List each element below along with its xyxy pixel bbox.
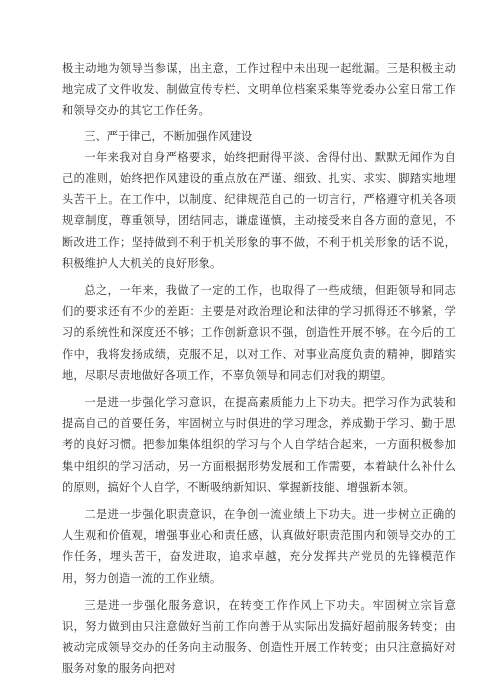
paragraph-study-awareness: 一是进一步强化学习意识，在提高素质能力上下功夫。把学习作为武装和提高自己的首要任务，牢固树立与时俱进的学习理念，养成勤于学习、勤于思考的良好习惯。把参加集体组织的学习与个人自学结合起来，一方面积极参加集中组织的学习活动，另一方面根据形势发展和工作需要，本着缺什么补什么的原则，搞好个人自学，不断吸纳新知识、掌握新技能、增强新本领。 (62, 396, 456, 494)
paragraph-service-awareness: 三是进一步强化服务意识，在转变工作作风上下功夫。牢固树立宗旨意识，努力做到由只注意做好当前工作向善于从实际出发搞好超前服务转变；由被动完成领导交办的任务向主动服务、创造性开展工作转变；由只注意搞好对服务对象的服务向把对 (62, 598, 456, 676)
paragraph-duty-awareness: 二是进一步强化职责意识，在争创一流业绩上下功夫。进一步树立正确的人生观和价值观，增强事业心和责任感，认真做好职责范围内和领导交办的工作任务，埋头苦干，奋发进取，追求卓越，充分发挥共产党员的先锋模范作用，努力创造一流的工作业绩。 (62, 508, 456, 585)
paragraph-duties-completion: 极主动地为领导当参谋，出主意，工作过程中未出现一起纰漏。三是积极主动地完成了文件收发、制做宣传专栏、文明单位档案采集等党委办公室日常工作和领导交办的其它工作任务。 (62, 62, 456, 118)
section-heading-discipline: 三、严于律己，不断加强作风建设 (84, 129, 253, 143)
paragraph-self-discipline: 一年来我对自身严格要求，始终把耐得平淡、舍得付出、默默无闻作为自己的准则，始终把作风建设的重点放在严谨、细致、扎实、求实、脚踏实地埋头苦干上。在工作中，以制度、纪律规范自己的一切言行，严格遵守机关各项规章制度，尊重领导，团结同志，谦虚谨慎，主动接受来自各方面的意见，不断改进工作；坚持做到不利于机关形象的事不做，不利于机关形象的话不说，积极维护人大机关的良好形象。 (62, 150, 456, 270)
paragraph-summary: 总之，一年来，我做了一定的工作，也取得了一些成绩，但距领导和同志们的要求还有不少的差距：主要是对政治理论和法律的学习抓得还不够紧，学习的系统性和深度还不够；工作创新意识不强，创造性开展不够。在今后的工作中，我将发扬成绩，克服不足，以对工作、对事业高度负责的精神，脚踏实地，尽职尽责地做好各项工作，不辜负领导和同志们对我的期望。 (62, 284, 456, 382)
